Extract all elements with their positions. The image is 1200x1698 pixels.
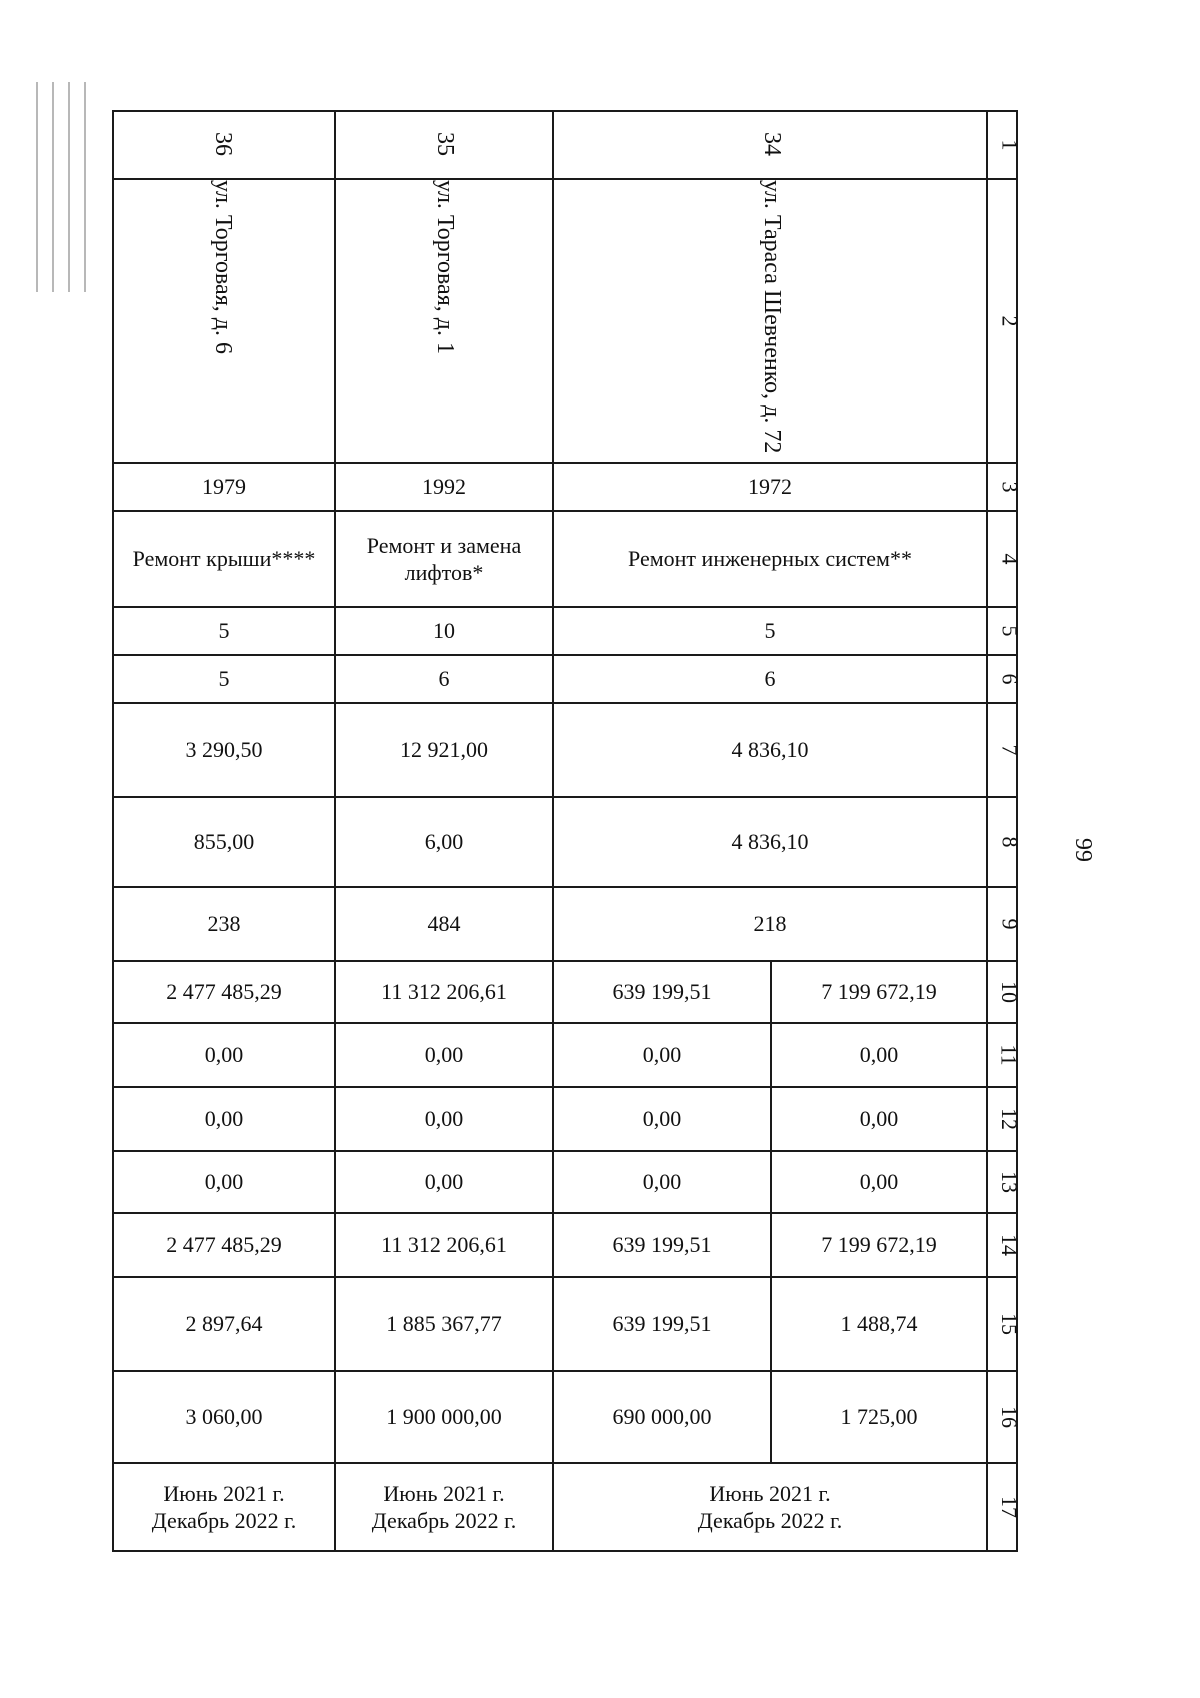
col-number: 2 bbox=[997, 315, 1022, 327]
cell-11: 0,00 bbox=[642, 1042, 682, 1068]
work-type: Ремонт и замена лифтов* bbox=[366, 532, 522, 585]
year-built: 1972 bbox=[748, 474, 792, 500]
cell-14: 7 199 672,19 bbox=[821, 1232, 937, 1258]
cell-8: 4 836,10 bbox=[731, 829, 809, 855]
cell-10: 639 199,51 bbox=[612, 979, 712, 1005]
cell-15: 1 488,74 bbox=[840, 1311, 918, 1337]
cell-6: 6 bbox=[764, 666, 776, 692]
col-number: 6 bbox=[997, 673, 1022, 685]
cell-9: 238 bbox=[207, 911, 241, 937]
cell-14: 639 199,51 bbox=[612, 1232, 712, 1258]
col-number: 16 bbox=[997, 1406, 1022, 1428]
cell-11: 0,00 bbox=[859, 1042, 899, 1068]
col-number: 1 bbox=[997, 139, 1022, 151]
cell-8: 855,00 bbox=[193, 829, 255, 855]
cell-13: 0,00 bbox=[859, 1169, 899, 1195]
cell-5: 5 bbox=[764, 618, 776, 644]
cell-12: 0,00 bbox=[642, 1106, 682, 1132]
cell-5: 5 bbox=[218, 618, 230, 644]
cell-7: 4 836,10 bbox=[731, 737, 809, 763]
work-type: Ремонт крыши**** bbox=[132, 546, 316, 572]
cell-12: 0,00 bbox=[204, 1106, 244, 1132]
cell-6: 5 bbox=[218, 666, 230, 692]
col-number: 8 bbox=[997, 836, 1022, 848]
col-number: 10 bbox=[997, 981, 1022, 1003]
cell-6: 6 bbox=[438, 666, 450, 692]
col-number: 15 bbox=[997, 1313, 1022, 1335]
col-number: 17 bbox=[997, 1496, 1022, 1518]
cell-10: 2 477 485,29 bbox=[166, 979, 282, 1005]
cell-9: 484 bbox=[427, 911, 461, 937]
row-number: 34 bbox=[759, 132, 785, 156]
cell-12: 0,00 bbox=[859, 1106, 899, 1132]
col-number: 7 bbox=[997, 744, 1022, 756]
cell-17: Июнь 2021 г. Декабрь 2022 г. bbox=[371, 1480, 517, 1533]
cell-15: 2 897,64 bbox=[185, 1311, 263, 1337]
work-type: Ремонт инженерных систем** bbox=[628, 546, 912, 572]
cell-13: 0,00 bbox=[424, 1169, 464, 1195]
row-number: 36 bbox=[210, 132, 236, 156]
cell-11: 0,00 bbox=[204, 1042, 244, 1068]
year-built: 1979 bbox=[202, 474, 246, 500]
address: ул. Торговая, д. 6 bbox=[210, 180, 236, 354]
row-number: 35 bbox=[432, 132, 458, 156]
cell-7: 12 921,00 bbox=[400, 737, 488, 763]
cell-14: 11 312 206,61 bbox=[381, 1232, 507, 1258]
cell-10: 7 199 672,19 bbox=[821, 979, 937, 1005]
col-number: 12 bbox=[997, 1108, 1022, 1130]
cell-16: 1 725,00 bbox=[840, 1404, 918, 1430]
col-number: 9 bbox=[997, 918, 1022, 930]
address: ул. Тараса Шевченко, д. 72 bbox=[759, 180, 785, 454]
cell-9: 218 bbox=[753, 911, 787, 937]
col-number: 11 bbox=[997, 1044, 1022, 1066]
cell-15: 1 885 367,77 bbox=[386, 1311, 502, 1337]
cell-14: 2 477 485,29 bbox=[166, 1232, 282, 1258]
col-number: 3 bbox=[997, 481, 1022, 493]
cell-17: Июнь 2021 г. Декабрь 2022 г. bbox=[151, 1480, 297, 1533]
cell-15: 639 199,51 bbox=[612, 1311, 712, 1337]
year-built: 1992 bbox=[422, 474, 466, 500]
cell-12: 0,00 bbox=[424, 1106, 464, 1132]
cell-7: 3 290,50 bbox=[185, 737, 263, 763]
cell-10: 11 312 206,61 bbox=[381, 979, 507, 1005]
cell-17: Июнь 2021 г. Декабрь 2022 г. bbox=[697, 1480, 843, 1533]
col-number: 5 bbox=[997, 625, 1022, 637]
col-number: 4 bbox=[997, 553, 1022, 565]
cell-11: 0,00 bbox=[424, 1042, 464, 1068]
page-number: 99 bbox=[1070, 838, 1096, 862]
address: ул. Торговая, д. 1 bbox=[432, 180, 458, 354]
cell-16: 3 060,00 bbox=[185, 1404, 263, 1430]
cell-5: 10 bbox=[433, 618, 455, 644]
cell-8: 6,00 bbox=[424, 829, 464, 855]
cell-13: 0,00 bbox=[204, 1169, 244, 1195]
col-number: 13 bbox=[997, 1171, 1022, 1193]
cell-16: 1 900 000,00 bbox=[386, 1404, 502, 1430]
cell-16: 690 000,00 bbox=[612, 1404, 712, 1430]
col-number: 14 bbox=[997, 1234, 1022, 1256]
cell-13: 0,00 bbox=[642, 1169, 682, 1195]
